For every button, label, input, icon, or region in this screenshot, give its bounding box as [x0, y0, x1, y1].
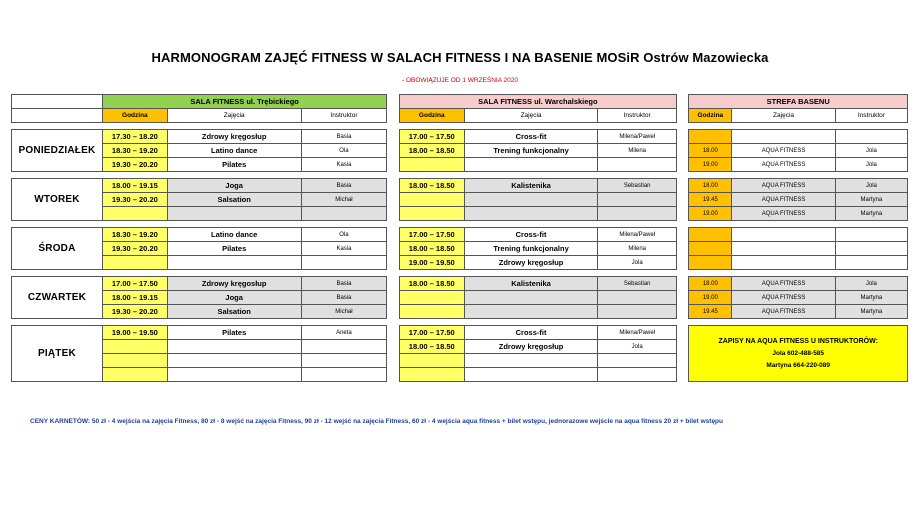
pool-instructor: Jola: [835, 158, 907, 172]
class-name: [464, 193, 598, 207]
pool-instructor: Martyna: [835, 291, 907, 305]
schedule-row: [12, 291, 908, 305]
class-name: [464, 158, 598, 172]
class-name: Kalistenika: [464, 179, 598, 193]
class-name: [167, 256, 301, 270]
class-instructor: [301, 340, 387, 354]
class-name: Salsation: [167, 305, 301, 319]
class-name: Salsation: [167, 193, 301, 207]
page-title: HARMONOGRAM ZAJĘĆ FITNESS W SALACH FITNESS I NA BASENIE MOSiR Ostrów Mazowiecka: [151, 50, 769, 65]
pool-time: 19.00: [689, 291, 732, 305]
class-name: Zdrowy kręgosłup: [464, 256, 598, 270]
class-instructor: Jola: [598, 256, 676, 270]
class-time: 18.00 – 18.50: [399, 179, 464, 193]
class-time: 18.30 – 19.20: [102, 228, 167, 242]
class-time: [102, 368, 167, 382]
class-name: Pilates: [167, 326, 301, 340]
class-instructor: [301, 368, 387, 382]
class-time: [102, 354, 167, 368]
class-time: 18.00 – 18.50: [399, 340, 464, 354]
class-instructor: [598, 193, 676, 207]
pool-time: 19.45: [689, 305, 732, 319]
class-name: [464, 305, 598, 319]
class-name: [167, 340, 301, 354]
schedule-row: [12, 130, 908, 144]
class-name: Latino dance: [167, 228, 301, 242]
pool-time: 18.00: [689, 144, 732, 158]
class-instructor: [598, 354, 676, 368]
class-time: 17.00 – 17.50: [399, 326, 464, 340]
class-time: 18.00 – 19.15: [102, 291, 167, 305]
class-instructor: Jola: [598, 340, 676, 354]
pool-instructor: [835, 256, 907, 270]
col-godzina: Godzina: [399, 109, 464, 123]
class-name: [464, 368, 598, 382]
schedule-row: [12, 144, 908, 158]
section-basen: STREFA BASENU: [689, 95, 908, 109]
class-instructor: Milena/Paweł: [598, 326, 676, 340]
schedule-row: [12, 326, 908, 340]
class-name: Joga: [167, 179, 301, 193]
class-name: [167, 207, 301, 221]
pool-class-name: AQUA FITNESS: [732, 158, 836, 172]
day-name: WTOREK: [12, 179, 103, 221]
class-name: [167, 368, 301, 382]
class-time: [399, 193, 464, 207]
class-instructor: Basia: [301, 179, 387, 193]
pool-time: 19.45: [689, 193, 732, 207]
class-time: [102, 256, 167, 270]
class-name: Zdrowy kręgosłup: [167, 277, 301, 291]
class-instructor: Ola: [301, 144, 387, 158]
class-instructor: [598, 368, 676, 382]
valid-from-note: - OBOWIĄZUJE OD 1 WRZEŚNIA 2020: [402, 77, 518, 84]
class-name: Kalistenika: [464, 277, 598, 291]
pool-time: [689, 130, 732, 144]
pool-instructor: Martyna: [835, 193, 907, 207]
pool-time: [689, 228, 732, 242]
col-zajecia: Zajęcia: [167, 109, 301, 123]
column-header-row: [12, 109, 908, 123]
class-name: [167, 354, 301, 368]
class-name: Latino dance: [167, 144, 301, 158]
pool-time: 18.00: [689, 277, 732, 291]
class-instructor: [301, 207, 387, 221]
pool-class-name: AQUA FITNESS: [732, 193, 836, 207]
class-instructor: Aneta: [301, 326, 387, 340]
signup-note-line1: ZAPISY NA AQUA FITNESS U INSTRUKTORÓW:: [718, 337, 878, 345]
class-name: Trening funkcjonalny: [464, 144, 598, 158]
class-name: Pilates: [167, 242, 301, 256]
day-name: ŚRODA: [12, 228, 103, 270]
pool-instructor: Martyna: [835, 207, 907, 221]
class-instructor: [598, 305, 676, 319]
class-instructor: [598, 207, 676, 221]
pool-time: [689, 242, 732, 256]
pool-class-name: AQUA FITNESS: [732, 291, 836, 305]
class-instructor: [598, 158, 676, 172]
class-instructor: Basia: [301, 277, 387, 291]
class-name: Cross-fit: [464, 228, 598, 242]
class-instructor: [301, 256, 387, 270]
class-instructor: [301, 354, 387, 368]
pool-instructor: Jola: [835, 144, 907, 158]
pool-instructor: [835, 130, 907, 144]
class-instructor: Sebastian: [598, 179, 676, 193]
corner-cell: [12, 95, 103, 109]
class-name: Pilates: [167, 158, 301, 172]
aqua-signup-note: [689, 326, 908, 382]
pool-class-name: AQUA FITNESS: [732, 207, 836, 221]
col-instruktor: Instruktor: [835, 109, 907, 123]
pool-class-name: AQUA FITNESS: [732, 179, 836, 193]
corner-cell: [12, 109, 103, 123]
class-instructor: Ola: [301, 228, 387, 242]
class-time: [399, 368, 464, 382]
schedule-row: [12, 193, 908, 207]
class-time: 18.00 – 19.15: [102, 179, 167, 193]
col-instruktor: Instruktor: [301, 109, 387, 123]
section-warchalskiego: SALA FITNESS ul. Warchalskiego: [399, 95, 676, 109]
class-time: [102, 340, 167, 354]
schedule-row: [12, 242, 908, 256]
class-time: 19.00 – 19.50: [102, 326, 167, 340]
class-time: 18.30 – 19.20: [102, 144, 167, 158]
class-time: 17.30 – 18.20: [102, 130, 167, 144]
pool-instructor: Martyna: [835, 305, 907, 319]
pool-class-name: [732, 228, 836, 242]
schedule-row: [12, 256, 908, 270]
pool-class-name: AQUA FITNESS: [732, 305, 836, 319]
pool-time: 19.00: [689, 207, 732, 221]
class-time: 17.00 – 17.50: [102, 277, 167, 291]
schedule-row: [12, 207, 908, 221]
pool-instructor: [835, 228, 907, 242]
class-time: 18.00 – 18.50: [399, 242, 464, 256]
pool-instructor: [835, 242, 907, 256]
pool-class-name: AQUA FITNESS: [732, 144, 836, 158]
class-time: 17.00 – 17.50: [399, 228, 464, 242]
class-time: 17.00 – 17.50: [399, 130, 464, 144]
class-instructor: Milena/Paweł: [598, 228, 676, 242]
class-time: 19.30 – 20.20: [102, 242, 167, 256]
class-instructor: Basia: [301, 130, 387, 144]
class-instructor: Milena: [598, 144, 676, 158]
class-instructor: Milena: [598, 242, 676, 256]
class-instructor: Basia: [301, 291, 387, 305]
col-zajecia: Zajęcia: [464, 109, 598, 123]
class-instructor: Milena/Paweł: [598, 130, 676, 144]
class-name: [464, 291, 598, 305]
class-name: Cross-fit: [464, 326, 598, 340]
class-time: [102, 207, 167, 221]
class-time: 19.00 – 19.50: [399, 256, 464, 270]
class-name: Zdrowy kręgosłup: [167, 130, 301, 144]
schedule-row: [12, 158, 908, 172]
class-instructor: Michał: [301, 193, 387, 207]
pool-time: [689, 256, 732, 270]
class-time: [399, 305, 464, 319]
section-trebickiego: SALA FITNESS ul. Trębickiego: [102, 95, 386, 109]
pool-instructor: Jola: [835, 179, 907, 193]
pool-class-name: [732, 256, 836, 270]
class-name: Joga: [167, 291, 301, 305]
class-name: [464, 207, 598, 221]
class-instructor: Michał: [301, 305, 387, 319]
class-instructor: Kasia: [301, 242, 387, 256]
class-instructor: Sebastian: [598, 277, 676, 291]
schedule-row: [12, 305, 908, 319]
schedule-row: [12, 228, 908, 242]
signup-note-line2: Jola 602-488-585: [772, 349, 825, 357]
class-name: Trening funkcjonalny: [464, 242, 598, 256]
class-time: 18.00 – 18.50: [399, 144, 464, 158]
class-time: [399, 158, 464, 172]
class-name: [464, 354, 598, 368]
class-time: 19.30 – 20.20: [102, 158, 167, 172]
pool-class-name: [732, 130, 836, 144]
class-time: [399, 354, 464, 368]
schedule-row: [12, 277, 908, 291]
class-time: 19.30 – 20.20: [102, 305, 167, 319]
class-time: [399, 291, 464, 305]
pool-class-name: [732, 242, 836, 256]
class-instructor: [598, 291, 676, 305]
col-godzina: Godzina: [102, 109, 167, 123]
day-name: PIĄTEK: [12, 326, 103, 382]
class-name: Zdrowy kręgosłup: [464, 340, 598, 354]
pool-class-name: AQUA FITNESS: [732, 277, 836, 291]
schedule-table: [11, 94, 908, 382]
schedule-row: [12, 179, 908, 193]
price-list: CENY KARNETÓW: 50 zł - 4 wejścia na zajęcia Fitness, 80 zł - 8 wejść na zajęcia Fitness, 90 zł - 12 wejść na zajęcia Fitness, 60 zł - 4 wejścia aqua fitness + bilet wstępu, jednorazowe wejście na aqua fitness 20 zł + bilet wstępu: [30, 418, 723, 425]
signup-note-line3: Martyna 664-220-089: [766, 361, 831, 369]
pool-time: 19.00: [689, 158, 732, 172]
class-time: 19.30 – 20.20: [102, 193, 167, 207]
col-godzina: Godzina: [689, 109, 732, 123]
class-instructor: Kasia: [301, 158, 387, 172]
pool-time: 18.00: [689, 179, 732, 193]
pool-instructor: Jola: [835, 277, 907, 291]
day-name: CZWARTEK: [12, 277, 103, 319]
day-name: PONIEDZIAŁEK: [12, 130, 103, 172]
col-zajecia: Zajęcia: [732, 109, 836, 123]
col-instruktor: Instruktor: [598, 109, 676, 123]
class-name: Cross-fit: [464, 130, 598, 144]
class-time: 18.00 – 18.50: [399, 277, 464, 291]
section-header-row: [12, 95, 908, 109]
class-time: [399, 207, 464, 221]
